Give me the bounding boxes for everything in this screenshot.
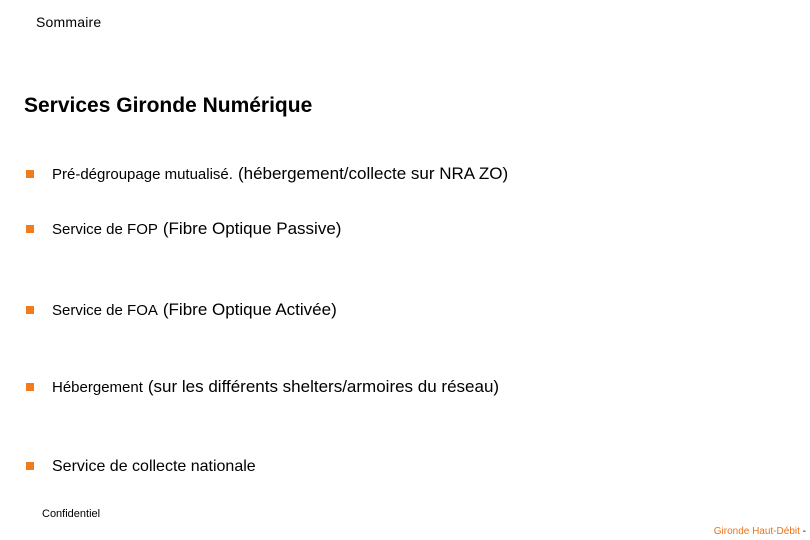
item-main-text: Hébergement bbox=[52, 379, 143, 396]
list-item-foa bbox=[26, 300, 337, 320]
confidential-label: Confidentiel bbox=[42, 508, 101, 520]
item-main-text: Service de FOP bbox=[52, 221, 158, 238]
header-label: Sommaire bbox=[36, 14, 102, 30]
square-bullet-icon bbox=[26, 306, 34, 314]
footer-brand bbox=[714, 526, 806, 537]
item-main-text: Service de collecte nationale bbox=[52, 458, 256, 475]
list-item-fop bbox=[26, 219, 341, 239]
square-bullet-icon bbox=[26, 383, 34, 391]
footer-brand-suffix: - bbox=[799, 526, 806, 537]
square-bullet-icon bbox=[26, 462, 34, 470]
list-item-collecte bbox=[26, 458, 256, 476]
item-main-text: Pré-dégroupage mutualisé. bbox=[52, 166, 233, 183]
item-detail-text: (Fibre Optique Activée) bbox=[162, 300, 337, 319]
square-bullet-icon bbox=[26, 170, 34, 178]
list-item-pre-degroupage bbox=[26, 164, 508, 184]
item-detail-text: (sur les différents shelters/armoires du réseau) bbox=[147, 377, 500, 396]
item-main-text: Service de FOA bbox=[52, 302, 158, 319]
item-detail-text: (hébergement/collecte sur NRA ZO) bbox=[237, 164, 509, 183]
footer-brand-name: Gironde Haut-Débit bbox=[713, 526, 800, 537]
page-title: Services Gironde Numérique bbox=[24, 94, 313, 117]
square-bullet-icon bbox=[26, 225, 34, 233]
item-detail-text: (Fibre Optique Passive) bbox=[162, 219, 342, 238]
list-item-hebergement bbox=[26, 377, 499, 397]
